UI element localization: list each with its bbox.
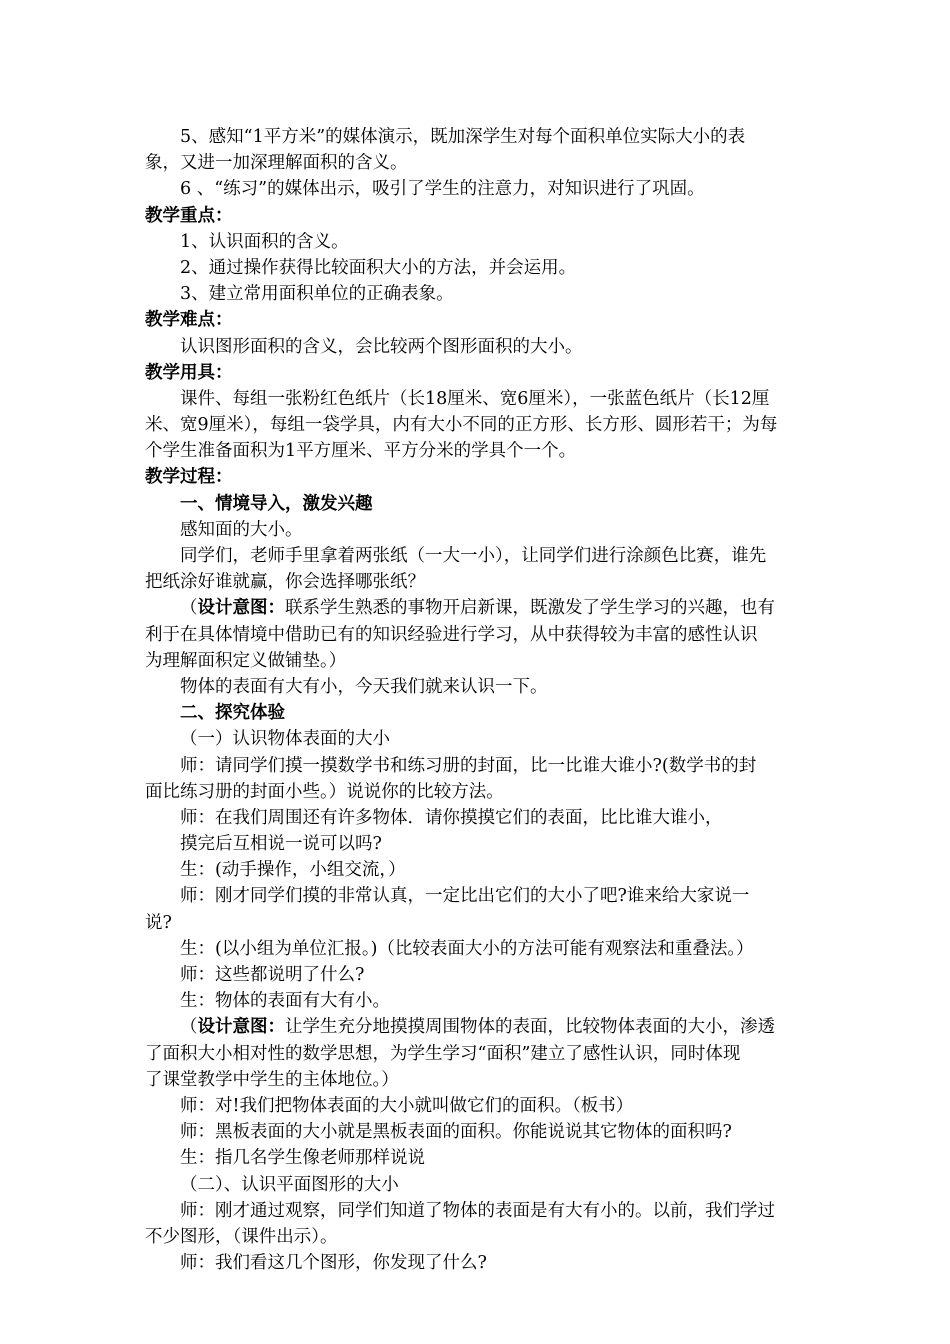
design-intent-text: 让学生充分地摸摸周围物体的表面，比较物体表面的大小，渗透 — [285, 1017, 775, 1038]
section-heading: 教学重点： — [145, 205, 233, 226]
text-line: 课件、每组一张粉红色纸片（长18厘米、宽6厘米），一张蓝色纸片（长12厘 — [180, 388, 770, 409]
text-line: 6 、“练习”的媒体出示，吸引了学生的注意力，对知识进行了巩固。 — [180, 179, 705, 200]
text-line: 师：在我们周围还有许多物体．请你摸摸它们的表面，比比谁大谁小， — [180, 807, 723, 828]
text-line — [145, 1014, 810, 1040]
text-line: 生：指几名学生像老师那样说说 — [180, 1148, 425, 1169]
text-line: 认识图形面积的含义，会比较两个图形面积的大小。 — [180, 336, 583, 357]
text-line: 了课堂教学中学生的主体地位。） — [145, 1069, 399, 1090]
design-intent-label: 设计意图： — [197, 598, 285, 619]
section-heading: 教学难点： — [145, 310, 233, 331]
text-line: 1、认识面积的含义。 — [180, 231, 349, 252]
design-intent-label: 设计意图： — [197, 1017, 285, 1038]
text-line: 师：对!我们把物体表面的大小就叫做它们的面积。（板书） — [180, 1095, 634, 1116]
section-heading: 一、情境导入，激发兴趣 — [180, 493, 373, 514]
text-line: 师：这些都说明了什么? — [180, 965, 365, 985]
text-line: 为理解面积定义做铺垫。） — [145, 650, 347, 671]
text-line: 了面积大小相对性的数学思想，为学生学习“面积”建立了感性认识，同时体现 — [145, 1043, 741, 1064]
section-heading: 二、探究体验 — [180, 703, 285, 724]
section-heading: 教学用具： — [145, 362, 233, 383]
text-line — [145, 595, 810, 621]
text-line: 象，又进一加深理解面积的含义。 — [145, 153, 408, 174]
text-line: （二）、认识平面图形的大小 — [180, 1174, 399, 1195]
text-line: 个学生准备面积为1平方厘米、平方分米的学具个一个。 — [145, 441, 577, 462]
text-line: 说? — [145, 912, 172, 933]
text-line: 师：我们看这几个图形，你发现了什么? — [180, 1253, 487, 1274]
text-line: 5、感知“1平方米”的媒体演示，既加深学生对每个面积单位实际大小的表 — [180, 127, 746, 147]
text-line: 师：刚才同学们摸的非常认真，一定比出它们的大小了吧?谁来给大家说一 — [180, 886, 750, 907]
paren-open: （ — [180, 1017, 198, 1038]
text-line: 师：黑板表面的大小就是黑板表面的面积。你能说说其它物体的面积吗? — [180, 1122, 732, 1143]
text-line: 生：物体的表面有大有小。 — [180, 991, 390, 1012]
text-line: 米、宽9厘米），每组一袋学具，内有大小不同的正方形、长方形、圆形若干；为每 — [145, 415, 778, 436]
paren-open: （ — [180, 598, 198, 619]
text-line: 面比练习册的封面小些。）说说你的比较方法。 — [145, 781, 504, 802]
text-line: 感知面的大小。 — [180, 519, 303, 540]
text-line: 同学们，老师手里拿着两张纸（一大一小），让同学们进行涂颜色比赛，谁先 — [180, 546, 767, 566]
text-line: 师：请同学们摸一摸数学书和练习册的封面，比一比谁大谁小?(数学书的封 — [180, 755, 757, 776]
text-line: 不少图形，（课件出示）。 — [145, 1226, 338, 1247]
text-line: 生：(以小组为单位汇报。)（比较表面大小的方法可能有观察法和重叠法。） — [180, 938, 754, 959]
text-line: 师：刚才通过观察，同学们知道了物体的表面是有大有小的。以前，我们学过 — [180, 1200, 775, 1221]
text-line: 利于在具体情境中借助已有的知识经验进行学习，从中获得较为丰富的感性认识 — [145, 624, 758, 645]
text-line: 物体的表面有大有小，今天我们就来认识一下。 — [180, 676, 548, 697]
design-intent-text: 联系学生熟悉的事物开启新课，既激发了学生学习的兴趣，也有 — [285, 598, 775, 619]
section-heading: 教学过程： — [145, 467, 233, 488]
text-line: 3、建立常用面积单位的正确表象。 — [180, 284, 454, 305]
text-line: 2、通过操作获得比较面积大小的方法，并会运用。 — [180, 257, 577, 278]
text-line: 把纸涂好谁就赢，你会选择哪张纸？ — [145, 572, 425, 593]
text-line: （一）认识物体表面的大小 — [180, 729, 390, 750]
text-line: 生：(动手操作，小组交流，） — [180, 860, 406, 881]
text-line: 摸完后互相说一说可以吗? — [180, 834, 382, 855]
document-body — [145, 124, 810, 1276]
